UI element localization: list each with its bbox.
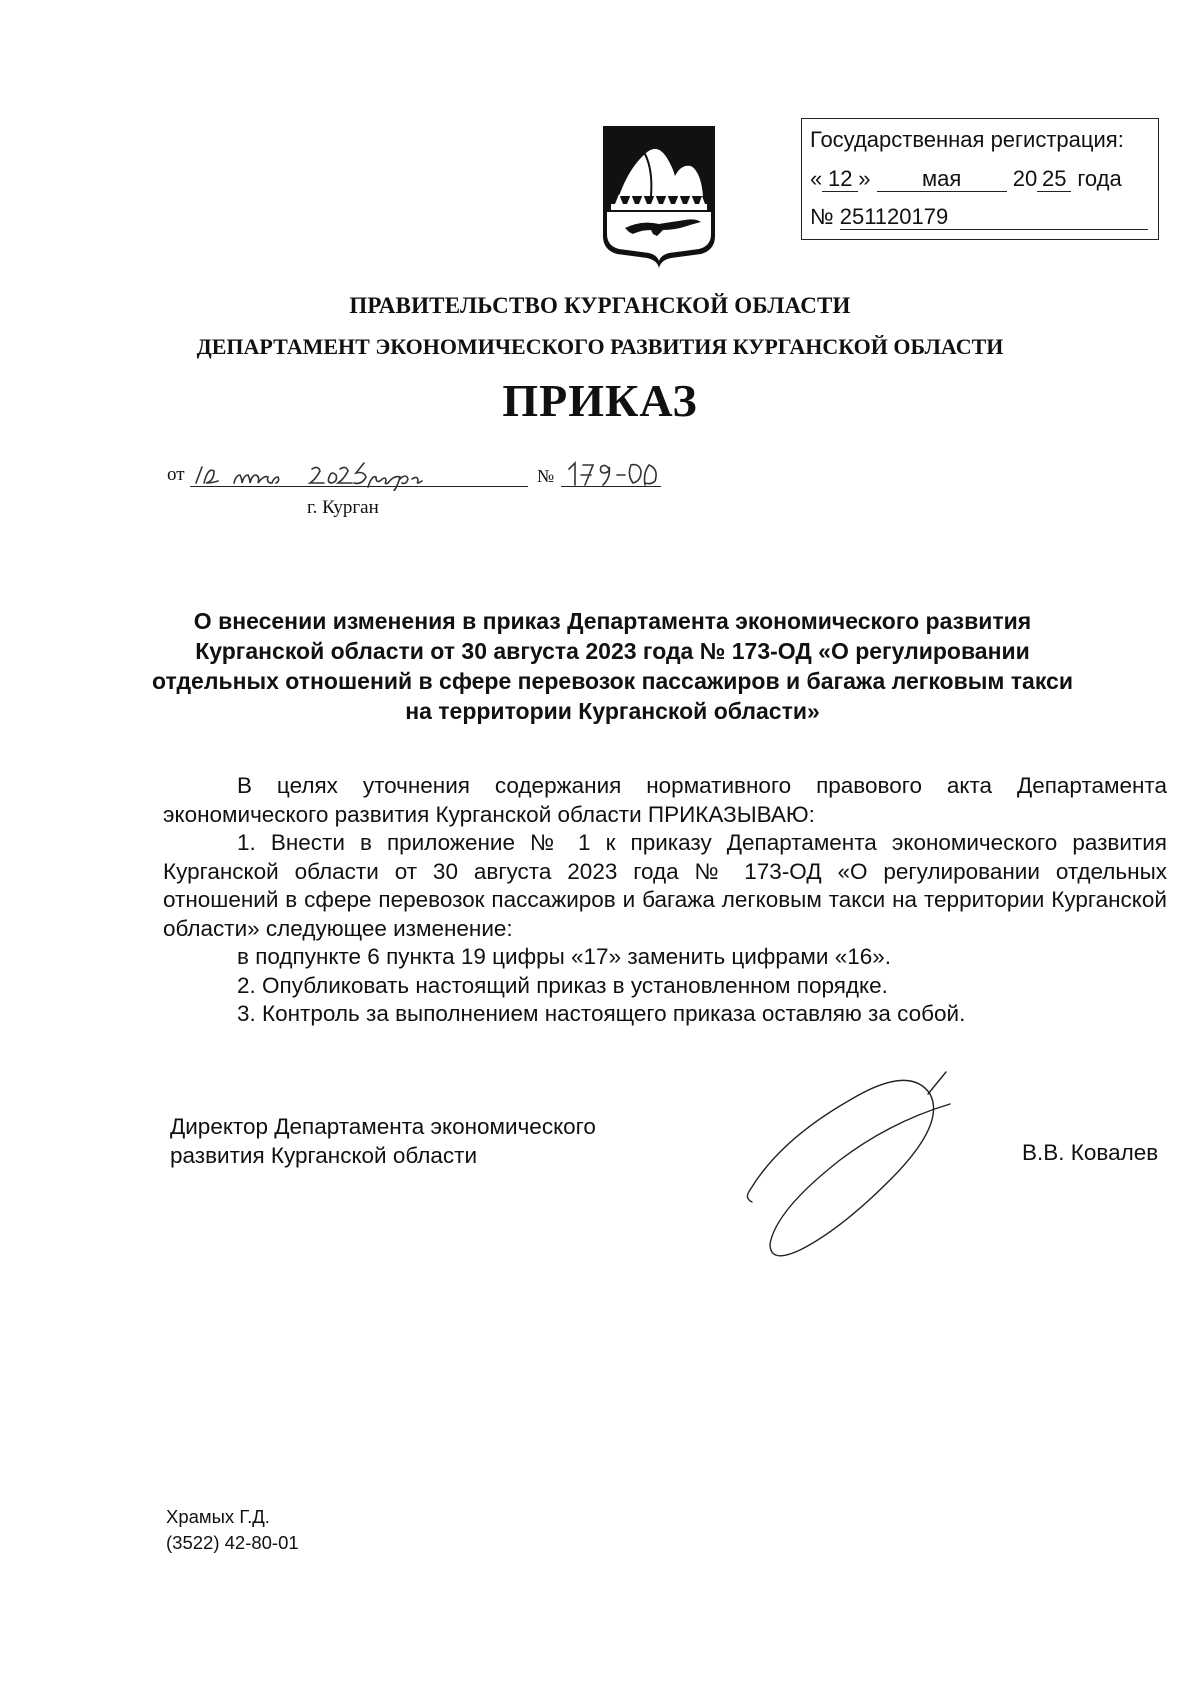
document-type-title: ПРИКАЗ bbox=[502, 375, 698, 426]
document-author-contact bbox=[166, 1504, 299, 1556]
department-title: ДЕПАРТАМЕНТ ЭКОНОМИЧЕСКОГО РАЗВИТИЯ КУРГАНСКОЙ ОБЛАСТИ bbox=[196, 334, 1004, 359]
close-quote: » bbox=[858, 166, 871, 191]
order-number-label: № bbox=[537, 466, 555, 486]
city-label: г. Курган bbox=[307, 497, 379, 518]
order-date-handwritten bbox=[190, 455, 530, 491]
registration-number-label: № bbox=[810, 204, 834, 229]
registration-title: Государственная регистрация: bbox=[810, 127, 1124, 152]
registration-date-row bbox=[810, 166, 1152, 192]
body-paragraph-preamble: В целях уточнения содержания нормативного правового акта Департамента экономического развития Курганской области ПРИКАЗЫВАЮ: bbox=[163, 773, 1167, 827]
government-title: ПРАВИТЕЛЬСТВО КУРГАНСКОЙ ОБЛАСТИ bbox=[349, 293, 851, 318]
body-paragraph-item-2: 2. Опубликовать настоящий приказ в установленном порядке. bbox=[237, 972, 888, 998]
body-paragraph-item-1-change: в подпункте 6 пункта 19 цифры «17» заменить цифрами «16». bbox=[237, 944, 892, 969]
order-from-label: от bbox=[167, 464, 185, 485]
signatory-position-line-2: развития Курганской области bbox=[170, 1143, 478, 1168]
signatory-name: В.В. Ковалев bbox=[1022, 1140, 1159, 1165]
signatory-position-line-1: Директор Департамента экономического bbox=[170, 1114, 596, 1139]
author-phone: (3522) 42-80-01 bbox=[166, 1532, 299, 1553]
registration-number: 251120179 bbox=[840, 205, 1148, 230]
order-subject: О внесении изменения в приказ Департамента экономического развития Курганской области от 30 августа 2023 года № 173-ОД «О регулировании отдельных отношений в сфере перевозок пассажиров и багажа легковым такси на территории Курганской области» bbox=[152, 608, 1073, 724]
registration-month: мая bbox=[877, 167, 1007, 192]
order-body bbox=[163, 772, 1167, 1029]
registration-stamp-box bbox=[801, 118, 1159, 240]
registration-number-row bbox=[810, 204, 1152, 230]
author-name: Храмых Г.Д. bbox=[166, 1506, 270, 1527]
coat-of-arms-emblem bbox=[601, 124, 717, 268]
open-quote: « bbox=[810, 166, 823, 191]
registration-year-suffix: 25 bbox=[1037, 167, 1071, 192]
body-paragraph-item-3: 3. Контроль за выполнением настоящего приказа оставляю за собой. bbox=[237, 1001, 966, 1026]
registration-year-word: года bbox=[1077, 166, 1122, 191]
order-number-handwritten bbox=[561, 455, 661, 491]
registration-year-prefix: 20 bbox=[1012, 166, 1038, 191]
body-paragraph-item-1: 1. Внести в приложение № 1 к приказу Департамента экономического развития Курганской области от 30 августа 2023 года № 173-ОД «О регулировании отдельных отношений в сфере перевозок пассажиров и багажа легковым такси на территории Курганской области» следующее изменение: bbox=[163, 830, 1167, 941]
handwritten-signature bbox=[740, 1070, 970, 1270]
registration-day: 12 bbox=[822, 167, 858, 192]
signatory-position bbox=[170, 1112, 596, 1170]
